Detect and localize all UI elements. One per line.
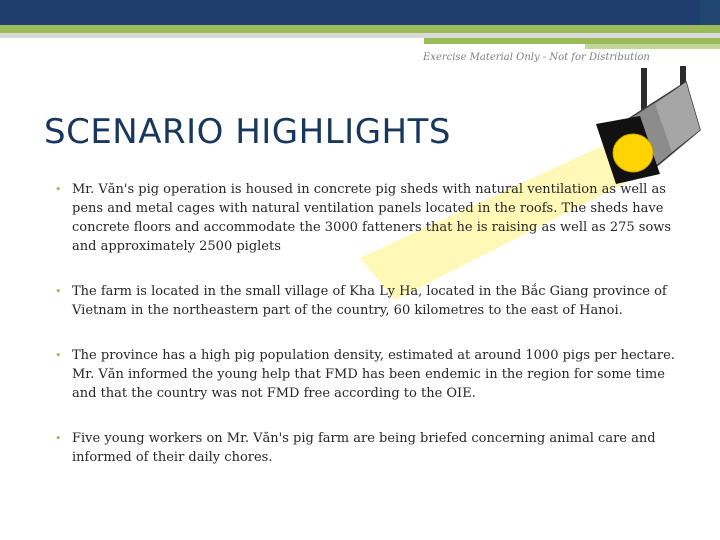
bullet-glyph: • — [55, 432, 62, 445]
bullet-text: Mr. Văn's pig operation is housed in concrete pig sheds with natural ventilation as well as pens and metal cages with natural ventilation panels located in the roofs. The sheds have concrete floors and accommodate the 3000 fatteners that he is raising as well as 275 sows and approximately 2500 piglets — [72, 182, 672, 254]
bullet-glyph: • — [55, 349, 62, 362]
bullet-glyph: • — [55, 183, 62, 196]
bullet-item — [55, 282, 675, 320]
bullet-item — [55, 346, 675, 403]
bullet-item — [55, 180, 675, 256]
disclaimer-text: Exercise Material Only - Not for Distribution — [423, 52, 650, 63]
bullet-text: The farm is located in the small village of Kha Ly Ha, located in the Bắc Giang province of Vietnam in the northeastern part of the country, 60 kilometres to the east of Hanoi. — [72, 284, 667, 318]
bullet-list — [55, 180, 675, 467]
spotlight-lens — [613, 134, 653, 172]
slide-title: SCENARIO HIGHLIGHTS — [44, 112, 451, 152]
bullet-text: Five young workers on Mr. Văn's pig farm are being briefed concerning animal care and informed of their daily chores. — [72, 431, 656, 465]
bullet-text: The province has a high pig population density, estimated at around 1000 pigs per hectare. Mr. Văn informed the young help that FMD has been endemic in the region for some time and that the country was not FMD free according to the OIE. — [72, 348, 675, 401]
bullet-glyph: • — [55, 285, 62, 298]
bullet-item — [55, 429, 675, 467]
